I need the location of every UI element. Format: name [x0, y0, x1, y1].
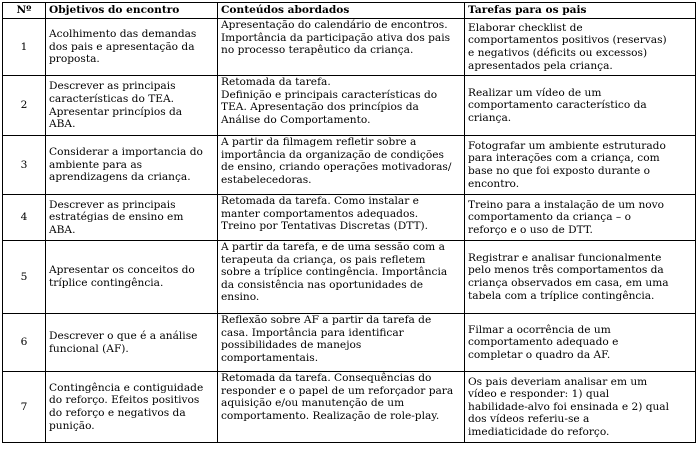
- row-objectives: Descrever as principais características do TEA. Apresentar princípios da ABA.: [46, 76, 218, 136]
- row-contents: Retomada da tarefa. Definição e principais características do TEA. Apresentação dos princípios da Análise do Comportamento.: [218, 76, 465, 136]
- row-tasks: Realizar um vídeo de um comportamento característico da criança.: [465, 76, 696, 136]
- row-contents: Retomada da tarefa. Como instalar e manter comportamentos adequados. Treino por Tentativas Discretas (DTT).: [218, 195, 465, 241]
- sessions-table: [2, 2, 696, 443]
- row-objectives: Considerar a importancia do ambiente para as aprendizagens da criança.: [46, 136, 218, 195]
- header-tasks: Tarefas para os pais: [465, 3, 696, 19]
- row-tasks: Fotografar um ambiente estruturado para interações com a criança, com base no que foi exposto durante o encontro.: [465, 136, 696, 195]
- table-row: [3, 19, 696, 76]
- row-tasks: Elaborar checklist de comportamentos positivos (reservas) e negativos (déficits ou excessos) apresentados pela criança.: [465, 19, 696, 76]
- row-contents: Retomada da tarefa. Consequências do responder e o papel de um reforçador para aquisição e/ou manutenção de um comportamento. Realização de role-play.: [218, 372, 465, 443]
- row-number: 2: [3, 76, 46, 136]
- table-row: [3, 372, 696, 443]
- row-contents: Apresentação do calendário de encontros. Importância da participação ativa dos pais no processo terapêutico da criança.: [218, 19, 465, 76]
- row-contents: Reflexão sobre AF a partir da tarefa de casa. Importância para identificar possibilidades de manejos comportamentais.: [218, 314, 465, 372]
- table-header-row: [3, 3, 696, 19]
- row-tasks: Registrar e analisar funcionalmente pelo menos três comportamentos da criança observados em casa, em uma tabela com a tríplice contingência.: [465, 241, 696, 314]
- row-number: 3: [3, 136, 46, 195]
- row-objectives: Acolhimento das demandas dos pais e apresentação da proposta.: [46, 19, 218, 76]
- row-number: 1: [3, 19, 46, 76]
- row-contents: A partir da tarefa, e de uma sessão com a terapeuta da criança, os pais refletem sobre a tríplice contingência. Importância da consistência nas oportunidades de ensino.: [218, 241, 465, 314]
- row-objectives: Contingência e contiguidade do reforço. Efeitos positivos do reforço e negativos da punição.: [46, 372, 218, 443]
- header-objectives: Objetivos do encontro: [46, 3, 218, 19]
- row-objectives: Descrever as principais estratégias de ensino em ABA.: [46, 195, 218, 241]
- header-contents: Conteúdos abordados: [218, 3, 465, 19]
- table-row: [3, 195, 696, 241]
- row-objectives: Descrever o que é a análise funcional (AF).: [46, 314, 218, 372]
- table-row: [3, 241, 696, 314]
- table-row: [3, 314, 696, 372]
- row-tasks: Filmar a ocorrência de um comportamento adequado e completar o quadro da AF.: [465, 314, 696, 372]
- header-number: Nº: [3, 3, 46, 19]
- row-number: 4: [3, 195, 46, 241]
- table-row: [3, 136, 696, 195]
- row-number: 7: [3, 372, 46, 443]
- row-tasks: Treino para a instalação de um novo comportamento da criança – o reforço e o uso de DTT.: [465, 195, 696, 241]
- row-number: 5: [3, 241, 46, 314]
- row-objectives: Apresentar os conceitos do tríplice contingência.: [46, 241, 218, 314]
- table-row: [3, 76, 696, 136]
- row-number: 6: [3, 314, 46, 372]
- row-tasks: Os pais deveriam analisar em um vídeo e responder: 1) qual habilidade-alvo foi ensinada e 2) qual dos vídeos referiu-se a imediaticidade do reforço.: [465, 372, 696, 443]
- row-contents: A partir da filmagem refletir sobre a importância da organização de condições de ensino, criando operações motivadoras/ estabelecedoras.: [218, 136, 465, 195]
